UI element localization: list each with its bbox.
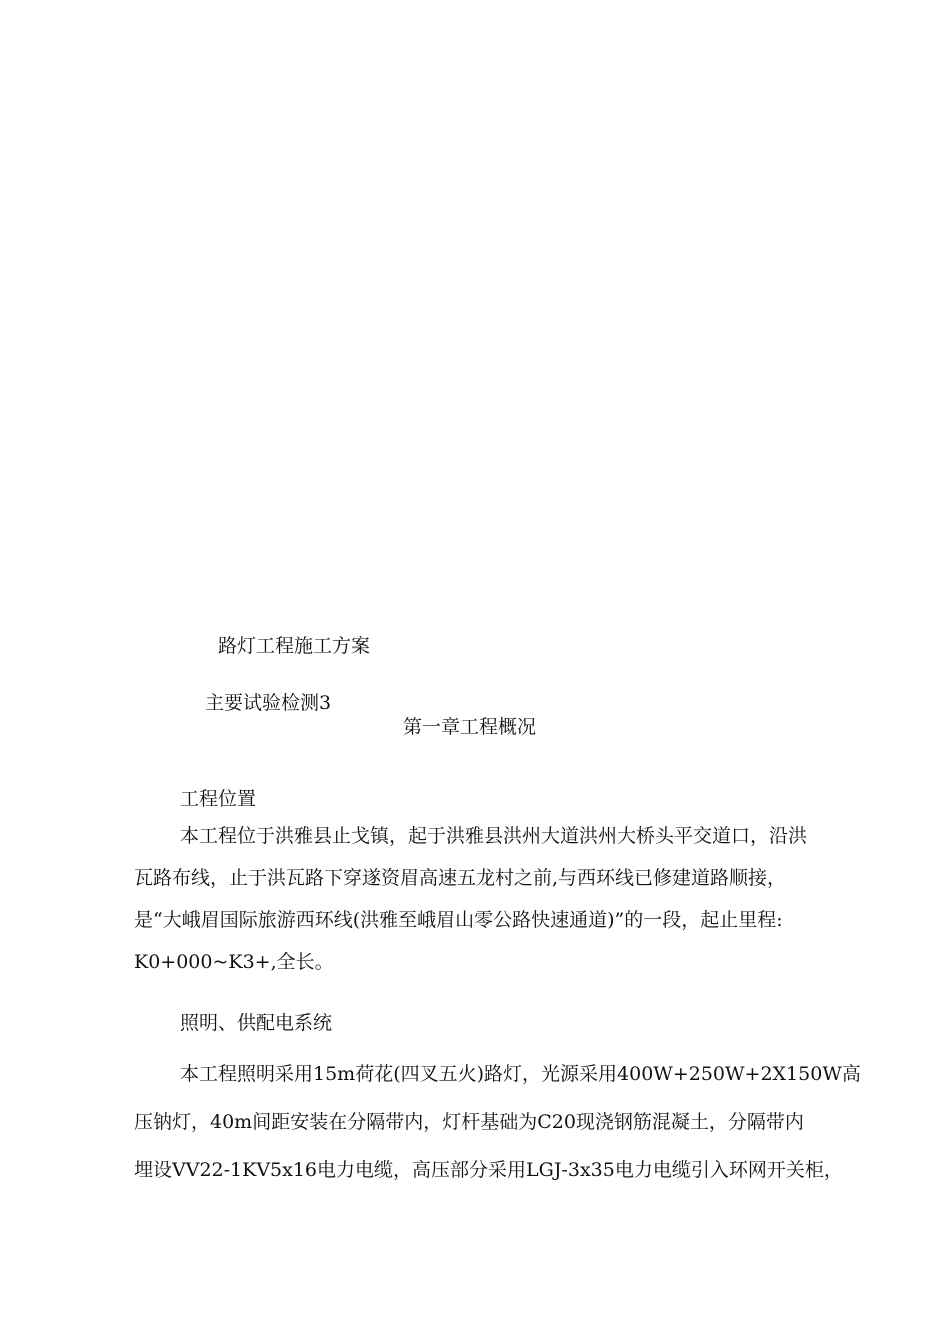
- paragraph-line: K0+000~K3+,全长。: [134, 951, 334, 973]
- paragraph-line: 是“大峨眉国际旅游西环线(洪雅至峨眉山零公路快速通道)”的一段，起止里程:: [134, 909, 783, 931]
- paragraph-line: 本工程位于洪雅县止戈镇，起于洪雅县洪州大道洪州大桥头平交道口，沿洪: [180, 825, 808, 847]
- document-title: 路灯工程施工方案: [218, 635, 371, 657]
- paragraph-line: 瓦路布线，止于洪瓦路下穿遂资眉高速五龙村之前,与西环线已修建道路顺接，: [134, 867, 787, 889]
- chapter-heading: 第一章工程概况: [403, 716, 537, 738]
- paragraph-line: 埋设VV22-1KV5x16电力电缆，高压部分采用LGJ-3x35电力电缆引入环网开关柜，: [134, 1159, 843, 1181]
- section-heading-location: 工程位置: [180, 788, 257, 810]
- section-heading-lighting: 照明、供配电系统: [180, 1012, 333, 1034]
- toc-entry: 主要试验检测3: [205, 692, 332, 714]
- paragraph-line: 压钠灯，40m间距安装在分隔带内，灯杆基础为C20现浇钢筋混凝土，分隔带内: [134, 1111, 804, 1133]
- paragraph-line: 本工程照明采用15m荷花(四叉五火)路灯，光源采用400W+250W+2X150W高: [180, 1063, 861, 1085]
